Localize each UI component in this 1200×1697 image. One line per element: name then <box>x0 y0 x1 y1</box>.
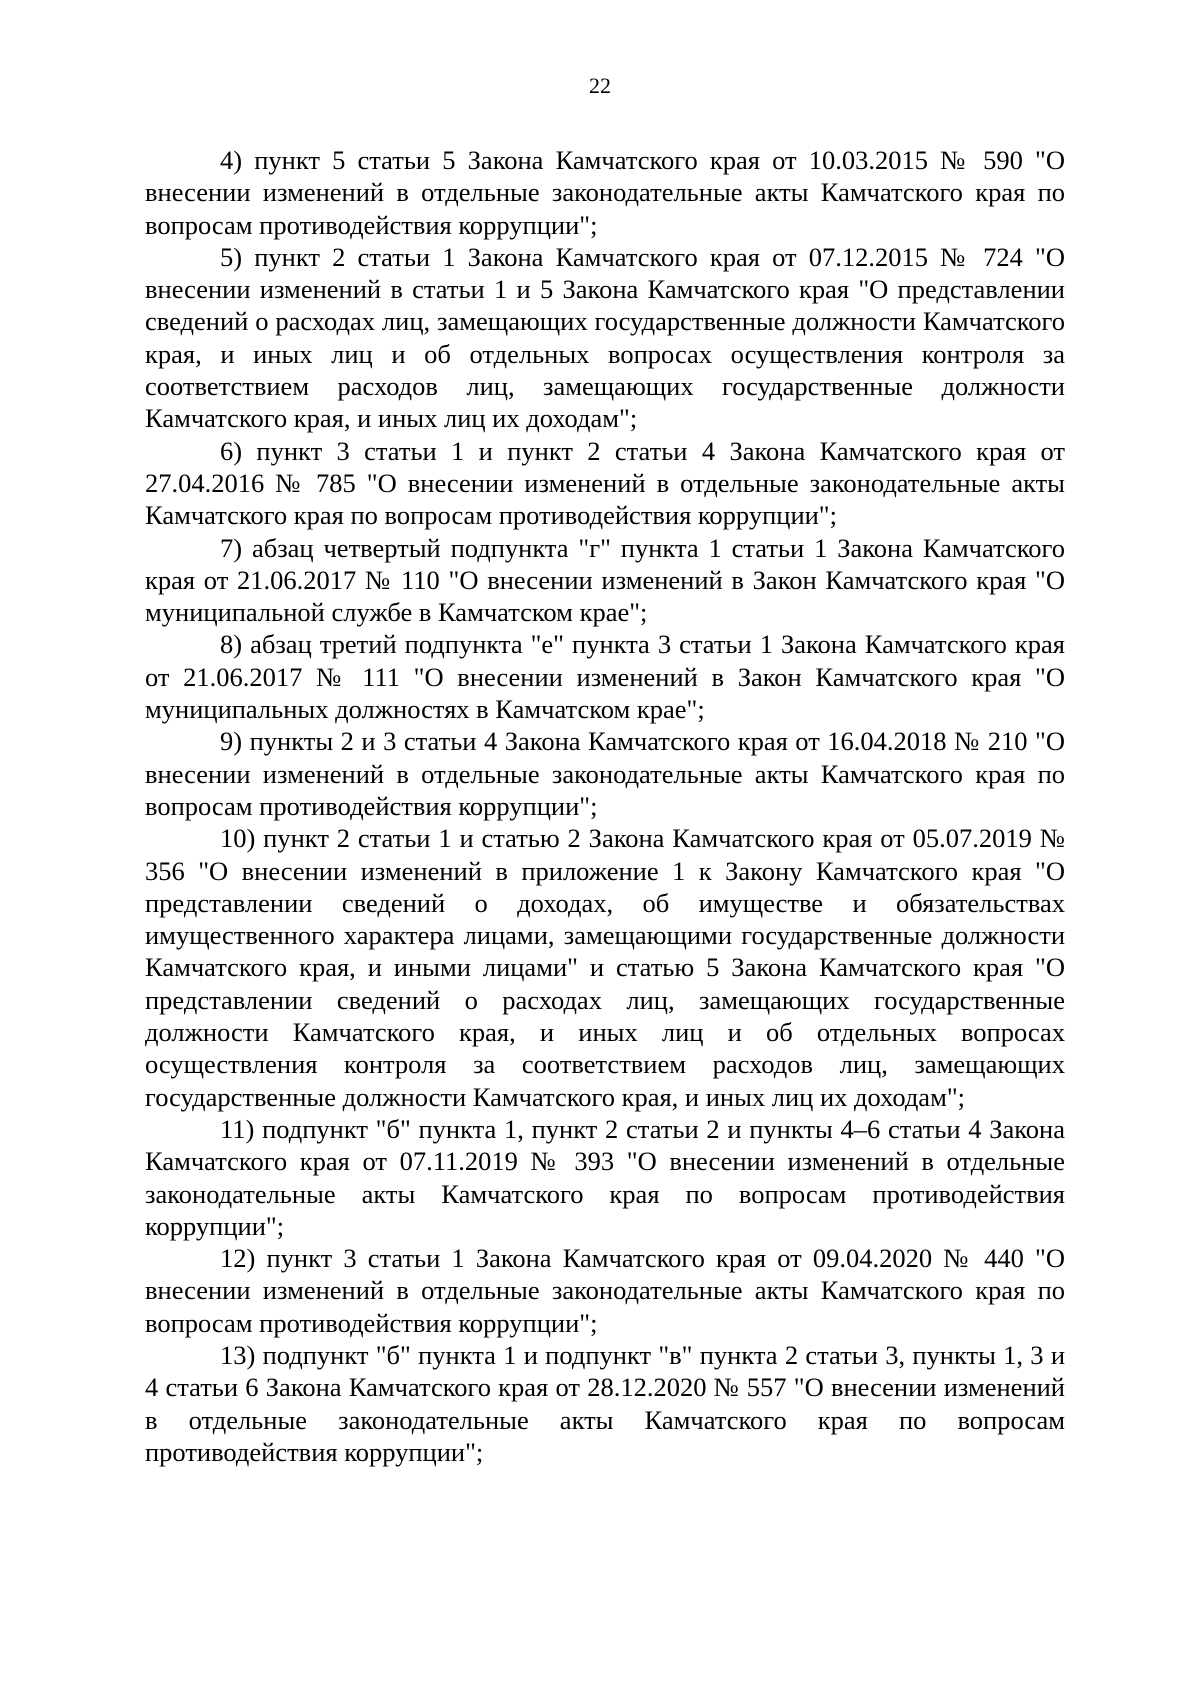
list-item-13: 13) подпункт "б" пункта 1 и подпункт "в" пункта 2 статьи 3, пункты 1, 3 и 4 статьи 6 Закона Камчатского края от 28.12.2020 № 557 "О внесении изменений в отдельные законодательные акты Камчатского края по вопросам противодействия коррупции"; <box>145 1339 1065 1467</box>
list-item-11: 11) подпункт "б" пункта 1, пункт 2 статьи 2 и пункты 4–6 статьи 4 Закона Камчатского края от 07.11.2019 № 393 "О внесении изменений в отдельные законодательные акты Камчатского края по вопросам противодействия коррупции"; <box>145 1113 1065 1241</box>
list-item-10: 10) пункт 2 статьи 1 и статью 2 Закона Камчатского края от 05.07.2019 № 356 "О внесении изменений в приложение 1 к Закону Камчатского края "О представлении сведений о доходах, об имуществе и обязательствах имущественного характера лицами, замещающими государственные должности Камчатского края, и иными лицами" и статью 5 Закона Камчатского края "О представлении сведений о расходах лиц, замещающих государственные должности Камчатского края, и иных лиц и об отдельных вопросах осуществления контроля за соответствием расходов лиц, замещающих государственные должности Камчатского края, и иных лиц их доходам"; <box>145 823 1065 1112</box>
list-item-7: 7) абзац четвертый подпункта "г" пункта 1 статьи 1 Закона Камчатского края от 21.06.2017 № 110 "О внесении изменений в Закон Камчатского края "О муниципальной службе в Камчатском крае"; <box>145 532 1065 628</box>
list-item-4: 4) пункт 5 статьи 5 Закона Камчатского края от 10.03.2015 № 590 "О внесении изменений в отдельные законодательные акты Камчатского края по вопросам противодействия коррупции"; <box>145 145 1065 240</box>
list-item-6: 6) пункт 3 статьи 1 и пункт 2 статьи 4 Закона Камчатского края от 27.04.2016 № 785 "О внесении изменений в отдельные законодательные акты Камчатского края по вопросам противодействия коррупции"; <box>145 435 1065 531</box>
list-item-8: 8) абзац третий подпункта "е" пункта 3 статьи 1 Закона Камчатского края от 21.06.2017 № 111 "О внесении изменений в Закон Камчатского края "О муниципальных должностях в Камчатском крае"; <box>145 629 1065 725</box>
page-number: 22 <box>589 73 611 98</box>
document-body <box>145 144 1065 1468</box>
list-item-9: 9) пункты 2 и 3 статьи 4 Закона Камчатского края от 16.04.2018 № 210 "О внесении изменений в отдельные законодательные акты Камчатского края по вопросам противодействия коррупции"; <box>145 726 1065 821</box>
list-item-12: 12) пункт 3 статьи 1 Закона Камчатского края от 09.04.2020 № 440 "О внесении изменений в отдельные законодательные акты Камчатского края по вопросам противодействия коррупции"; <box>145 1243 1065 1338</box>
list-item-5: 5) пункт 2 статьи 1 Закона Камчатского края от 07.12.2015 № 724 "О внесении изменений в статьи 1 и 5 Закона Камчатского края "О представлении сведений о расходах лиц, замещающих государственные должности Камчатского края, и иных лиц и об отдельных вопросах осуществления контроля за соответствием расходов лиц, замещающих государственные должности Камчатского края, и иных лиц их доходам"; <box>145 241 1065 434</box>
